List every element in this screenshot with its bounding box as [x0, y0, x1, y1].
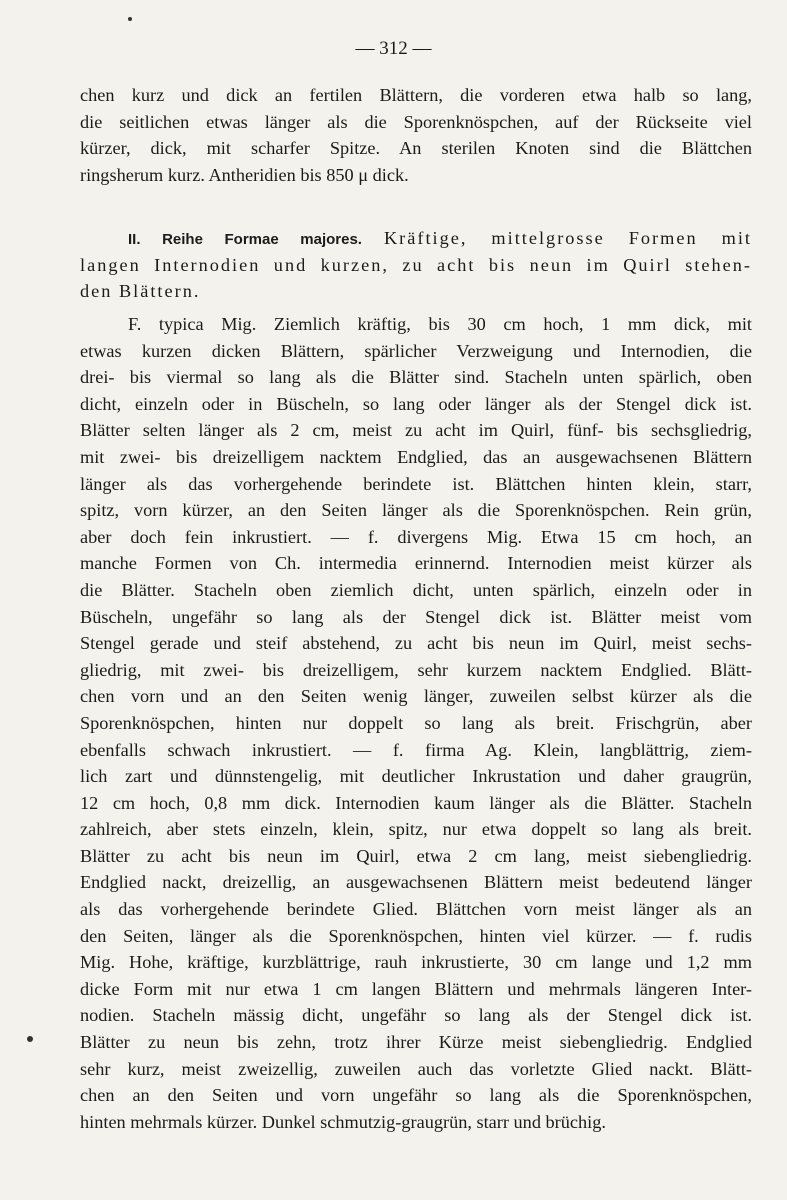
text-line: ringsherum kurz. Antheridien bis 850 μ dick.	[80, 164, 409, 185]
text-line: Blätter zu neun bis zehn, trotz ihrer Kürze meist siebengliedrig. Endglied	[80, 1032, 752, 1053]
main-paragraph	[80, 311, 752, 1135]
text-line: lich zart und dünnstengelig, mit deutlicher Inkrustation und daher graugrün,	[80, 766, 752, 787]
text-line: zahlreich, aber stets einzeln, klein, spitz, nur etwa doppelt so lang als breit.	[80, 819, 752, 840]
text-line: Büscheln, ungefähr so lang als der Stengel dick ist. Blätter meist vom	[80, 606, 752, 627]
text-line: mit zwei- bis dreizelligem nacktem Endglied, das an ausgewachsenen Blättern	[80, 446, 752, 467]
page-number: — 312 —	[355, 38, 432, 59]
text-line: die seitlichen etwas länger als die Sporenknöspchen, auf der Rückseite viel	[80, 111, 752, 132]
text-line: dicht, einzeln oder in Büscheln, so lang oder länger als der Stengel dick ist.	[80, 393, 752, 414]
text-line: Sporenknöspchen, hinten nur doppelt so lang als breit. Frischgrün, aber	[80, 712, 752, 733]
text-line: die Blätter. Stacheln oben ziemlich dicht, unten spärlich, einzeln oder in	[80, 579, 752, 600]
text-line: dicke Form mit nur etwa 1 cm langen Blättern und mehrmals längeren Inter-	[80, 978, 752, 999]
text-line: langen Internodien und kurzen, zu acht bis neun im Quirl stehen-	[80, 254, 752, 275]
text-line: den Blättern.	[80, 281, 201, 302]
text-line: Mig. Hohe, kräftige, kurzblättrige, rauh inkrustierte, 30 cm lange und 1,2 mm	[80, 952, 752, 973]
text-line: F. typica Mig. Ziemlich kräftig, bis 30 cm hoch, 1 mm dick, mit	[128, 314, 752, 334]
section-intro: Kräftige, mittelgrosse Formen mit	[383, 228, 752, 248]
text-line: etwas kurzen dicken Blättern, spärlicher Verzweigung und Internodien, die	[80, 340, 752, 361]
text-line: Stengel gerade und steif abstehend, zu acht bis neun im Quirl, meist sechs-	[80, 633, 752, 654]
text-line: Blätter zu acht bis neun im Quirl, etwa 2 cm lang, meist siebengliedrig.	[80, 845, 752, 866]
text-line: sehr kurz, meist zweizellig, zuweilen auch das vorletzte Glied nackt. Blätt-	[80, 1058, 752, 1079]
text-line: als das vorhergehende berindete Glied. Blättchen vorn meist länger als an	[80, 899, 752, 920]
text-line	[80, 225, 752, 252]
text-line: chen an den Seiten und vorn ungefähr so lang als die Sporenknöspchen,	[80, 1085, 752, 1106]
text-line: gliedrig, mit zwei- bis dreizelligem, sehr kurzem nacktem Endglied. Blätt-	[80, 659, 752, 680]
text-line: ebenfalls schwach inkrustiert. — f. firma Ag. Klein, langblättrig, ziem-	[80, 739, 752, 760]
text-line: den Seiten, länger als die Sporenknöspchen, hinten viel kürzer. — f. rudis	[80, 925, 752, 946]
section-heading: II. Reihe Formae majores.	[128, 231, 362, 248]
text-line: drei- bis viermal so lang als die Blätter sind. Stacheln unten spärlich, oben	[80, 367, 752, 388]
text-line: chen vorn und an den Seiten wenig länger, zuweilen selbst kürzer als die	[80, 686, 752, 707]
text-line: Endglied nackt, dreizellig, an ausgewachsenen Blättern meist bedeutend länger	[80, 872, 752, 893]
text-line: Blätter selten länger als 2 cm, meist zu acht im Quirl, fünf- bis sechsgliedrig,	[80, 420, 752, 441]
text-line: länger als das vorhergehende berindete ist. Blättchen hinten klein, starr,	[80, 473, 752, 494]
text-line: nodien. Stacheln mässig dicht, ungefähr so lang als der Stengel dick ist.	[80, 1005, 752, 1026]
text-line: hinten mehrmals kürzer. Dunkel schmutzig-graugrün, starr und brüchig.	[80, 1111, 606, 1132]
text-line: aber doch fein inkrustiert. — f. divergens Mig. Etwa 15 cm hoch, an	[80, 526, 752, 547]
text-line: spitz, vorn kürzer, an den Seiten länger als die Sporenknöspchen. Rein grün,	[80, 500, 752, 521]
text-line: 12 cm hoch, 0,8 mm dick. Internodien kaum länger als die Blätter. Stacheln	[80, 792, 752, 813]
text-line: kürzer, dick, mit scharfer Spitze. An sterilen Knoten sind die Blättchen	[80, 138, 752, 159]
print-speck	[27, 1036, 33, 1042]
text-line: chen kurz und dick an fertilen Blättern, die vorderen etwa halb so lang,	[80, 85, 752, 105]
paragraph-continuation	[80, 82, 752, 188]
print-speck	[128, 17, 132, 21]
text-line: manche Formen von Ch. intermedia erinnernd. Internodien meist kürzer als	[80, 553, 752, 574]
section-paragraph	[80, 225, 752, 305]
